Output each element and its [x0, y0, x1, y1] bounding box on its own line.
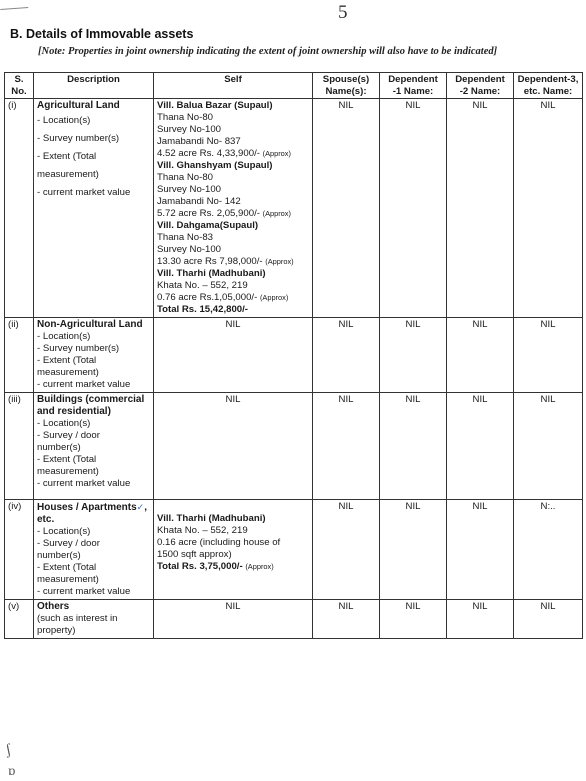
row-description — [34, 600, 154, 639]
description-item: measurement) — [37, 574, 99, 585]
description-item: number(s) — [37, 442, 81, 453]
row-dep3-value: NIL — [514, 318, 583, 393]
row-description — [34, 500, 154, 600]
description-item: - current market value — [37, 478, 131, 489]
self-detail-text: Thana No-80 — [157, 172, 213, 183]
row-dep1-value: NIL — [380, 500, 447, 600]
self-detail-text: Vill. Dahgama(Supaul) — [157, 220, 259, 231]
self-detail-line — [157, 196, 309, 208]
self-detail-text: Survey No-100 — [157, 124, 221, 135]
row-dep3-value: N:.. — [514, 500, 583, 600]
approx-note: (Approx) — [245, 562, 274, 571]
page-number: 5 — [338, 2, 348, 23]
approx-note: (Approx) — [265, 257, 294, 266]
row-sno: (iii) — [5, 393, 34, 500]
self-detail-line — [157, 561, 309, 573]
header-self: Self — [154, 73, 313, 99]
row-dep3-value: NIL — [514, 393, 583, 500]
self-detail-line — [157, 256, 309, 268]
self-detail-line — [157, 513, 309, 525]
self-detail-line — [157, 304, 309, 316]
self-detail-line — [157, 280, 309, 292]
description-item: number(s) — [37, 550, 81, 561]
self-detail-text: 0.16 acre (including house of — [157, 537, 281, 548]
row-self — [154, 393, 313, 500]
row-self — [154, 318, 313, 393]
row-dep3-value: NIL — [514, 600, 583, 639]
header-dependent-2: Dependent -2 Name: — [447, 73, 514, 99]
description-item: - Extent (Total — [37, 562, 97, 573]
table-row — [5, 393, 583, 500]
self-value: NIL — [225, 601, 241, 612]
self-detail-text: 0.76 acre Rs.1,05,000/- — [157, 292, 258, 303]
self-value: NIL — [225, 319, 241, 330]
row-self — [154, 500, 313, 600]
self-detail-text: Khata No. – 552, 219 — [157, 280, 248, 291]
self-detail-line — [157, 112, 309, 124]
self-value: NIL — [225, 394, 241, 405]
row-self — [154, 99, 313, 318]
self-detail-line — [157, 208, 309, 220]
description-item: - Location(s) — [37, 331, 91, 342]
description-item: - Location(s) — [37, 526, 91, 537]
row-spouse-value: NIL — [313, 600, 380, 639]
self-detail-line — [157, 244, 309, 256]
self-detail-line — [157, 232, 309, 244]
description-item: (such as interest in — [37, 613, 118, 624]
row-self — [154, 600, 313, 639]
self-detail-text: Vill. Tharhi (Madhubani) — [157, 513, 266, 524]
description-item: - Extent (Total — [37, 454, 97, 465]
section-title: B. Details of Immovable assets — [10, 27, 194, 41]
margin-handwriting: ʃ — [4, 741, 13, 759]
description-item: - Extent (Total — [37, 151, 97, 162]
header-dependent-1: Dependent -1 Name: — [380, 73, 447, 99]
checkmark-icon: ✓ — [136, 502, 145, 512]
self-detail-line — [157, 148, 309, 160]
row-sno: (i) — [5, 99, 34, 318]
self-detail-line — [157, 268, 309, 280]
self-detail-text: Vill. Balua Bazar (Supaul) — [157, 100, 273, 111]
description-item: - Location(s) — [37, 418, 91, 429]
description-item: - Location(s) — [37, 115, 91, 126]
row-spouse-value: NIL — [313, 393, 380, 500]
row-sno: (ii) — [5, 318, 34, 393]
self-detail-text: Total Rs. 3,75,000/- — [157, 561, 243, 572]
row-dep2-value: NIL — [447, 393, 514, 500]
row-dep2-value: NIL — [447, 99, 514, 318]
margin-handwriting-2: ɒ — [8, 764, 16, 779]
row-spouse-value: NIL — [313, 500, 380, 600]
self-detail-line — [157, 184, 309, 196]
header-dependent-3: Dependent-3, etc. Name: — [514, 73, 583, 99]
self-detail-text: Jamabandi No- 837 — [157, 136, 241, 147]
self-detail-text: Jamabandi No- 142 — [157, 196, 241, 207]
description-item: - Extent (Total — [37, 355, 97, 366]
self-detail-line — [157, 537, 309, 549]
row-dep2-value: NIL — [447, 600, 514, 639]
row-dep1-value: NIL — [380, 600, 447, 639]
self-detail-text: Total Rs. 15,42,800/- — [157, 304, 249, 315]
description-item: measurement) — [37, 466, 99, 477]
immovable-assets-table — [4, 72, 583, 639]
header-description: Description — [34, 73, 154, 99]
header-sno: S. No. — [5, 73, 34, 99]
row-dep2-value: NIL — [447, 500, 514, 600]
row-sno: (iv) — [5, 500, 34, 600]
description-item: - Survey number(s) — [37, 343, 120, 354]
table-row — [5, 99, 583, 318]
approx-note: (Approx) — [259, 293, 289, 302]
self-detail-line — [157, 100, 309, 112]
table-row — [5, 500, 583, 600]
row-title: Agricultural Land — [37, 100, 120, 111]
row-dep1-value: NIL — [380, 99, 447, 318]
description-item: measurement) — [37, 367, 99, 378]
row-title: Others — [37, 601, 70, 612]
row-sno: (v) — [5, 600, 34, 639]
description-item: - current market value — [37, 187, 131, 198]
description-item: - Survey number(s) — [37, 133, 120, 144]
self-detail-text: Khata No. – 552, 219 — [157, 525, 248, 536]
approx-note: (Approx) — [262, 209, 291, 218]
row-title: Buildings (commercial and residential) — [37, 394, 145, 417]
row-description — [34, 393, 154, 500]
table-row — [5, 318, 583, 393]
row-dep2-value: NIL — [447, 318, 514, 393]
self-detail-line — [157, 160, 309, 172]
description-item: - Survey / door — [37, 430, 100, 441]
self-detail-line — [157, 172, 309, 184]
row-description — [34, 99, 154, 318]
self-detail-text: Vill. Tharhi (Madhubani) — [157, 268, 266, 279]
note-text: [Note: Properties in joint ownership indicating the extent of joint ownership will also have to be indicated] — [38, 46, 498, 57]
description-item: - Survey / door — [37, 538, 100, 549]
corner-scribble — [0, 0, 28, 10]
self-detail-text: Survey No-100 — [157, 184, 221, 195]
row-spouse-value: NIL — [313, 99, 380, 318]
self-detail-text: Thana No-80 — [157, 112, 213, 123]
row-title: Non-Agricultural Land — [37, 319, 143, 330]
self-detail-text: 5.72 acre Rs. 2,05,900/- — [157, 208, 260, 219]
row-dep1-value: NIL — [380, 393, 447, 500]
self-detail-text: Vill. Ghanshyam (Supaul) — [157, 160, 273, 171]
row-description — [34, 318, 154, 393]
row-title: Houses / Apartments — [37, 502, 137, 513]
table-header-row — [5, 73, 583, 99]
row-dep1-value: NIL — [380, 318, 447, 393]
row-title-suffix: , etc. — [37, 502, 147, 525]
self-detail-line — [157, 525, 309, 537]
self-detail-text: 1500 sqft approx) — [157, 549, 232, 560]
self-detail-text: 13.30 acre Rs 7,98,000/- — [157, 256, 263, 267]
description-item: - current market value — [37, 379, 131, 390]
self-detail-line — [157, 292, 309, 304]
table-row — [5, 600, 583, 639]
self-detail-text: 4.52 acre Rs. 4,33,900/- — [157, 148, 260, 159]
row-dep3-value: NIL — [514, 99, 583, 318]
row-spouse-value: NIL — [313, 318, 380, 393]
description-item: measurement) — [37, 169, 99, 180]
self-detail-text: Survey No-100 — [157, 244, 221, 255]
self-detail-text: Thana No-83 — [157, 232, 213, 243]
self-detail-line — [157, 136, 309, 148]
table-body — [5, 99, 583, 639]
self-detail-line — [157, 220, 309, 232]
header-spouse: Spouse(s) Name(s): — [313, 73, 380, 99]
self-detail-line — [157, 124, 309, 136]
description-item: - current market value — [37, 586, 131, 597]
description-item: property) — [37, 625, 76, 636]
approx-note: (Approx) — [262, 149, 291, 158]
self-detail-line — [157, 549, 309, 561]
